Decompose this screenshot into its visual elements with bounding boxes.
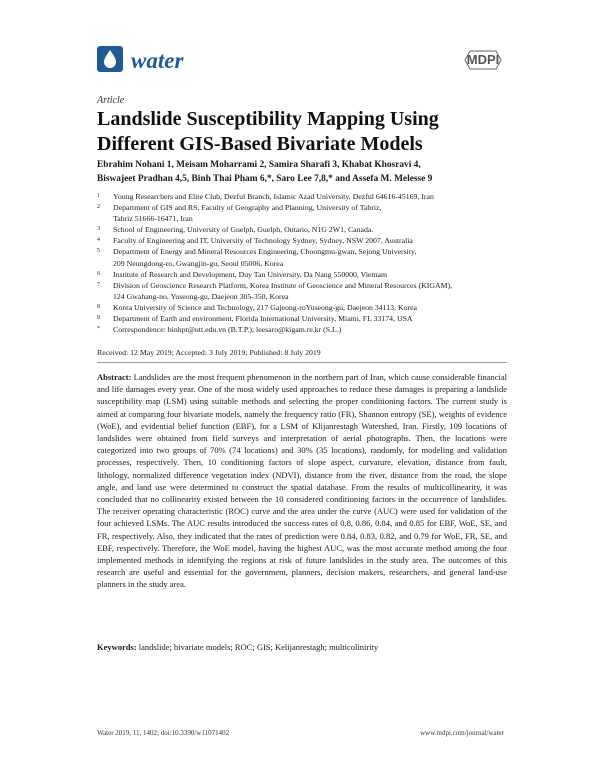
- affiliation-number: 8: [97, 303, 100, 310]
- publisher-name: MDPI: [466, 52, 500, 67]
- affiliation-number: 3: [97, 226, 100, 233]
- affiliation-item: [97, 202, 507, 224]
- affiliation-item: [97, 235, 507, 246]
- affiliation-number: 5: [97, 248, 100, 255]
- affiliation-item: [97, 302, 507, 313]
- affiliation-text: Young Researchers and Elite Club, Dezful Branch, Islamic Azad University, Dezful 64616-45169, Iran: [113, 192, 434, 201]
- journal-url[interactable]: www.mdpi.com/journal/water: [420, 729, 504, 737]
- affiliation-number: 2: [97, 204, 100, 211]
- mdpi-logo[interactable]: [462, 50, 504, 70]
- affiliation-text: 209 Neungdong-ro, Gwangjin-gu, Seoul 05006, Korea: [113, 258, 284, 268]
- affiliation-item: [97, 313, 507, 324]
- affiliation-number: 1: [97, 193, 100, 199]
- affiliation-text: Tabriz 51666-16471, Iran: [113, 214, 193, 224]
- affiliation-text: Department of GIS and RS, Faculty of Geography and Planning, University of Tabriz,: [113, 203, 382, 213]
- keywords: [97, 642, 507, 652]
- affiliation-text: Institute of Research and Development, Duy Tan University, Da Nang 550000, Vietnam: [113, 269, 388, 279]
- journal-name[interactable]: water: [131, 48, 184, 73]
- affiliation-text: Korea University of Science and Technology, 217 Gajeong-roYuseong-gu, Daejeon 34113, Korea: [113, 302, 418, 312]
- keywords-label: Keywords:: [97, 642, 137, 652]
- correspondence-text[interactable]: Correspondence: binhpt@utt.edu.vn (B.T.P.); leesaro@kigam.re.kr (S.L.): [113, 325, 342, 335]
- affiliation-text: Faculty of Engineering and IT, University of Technology Sydney, Sydney, NSW 2007, Australia: [113, 236, 413, 246]
- journal-logo-icon: [97, 46, 123, 72]
- publication-dates: Received: 12 May 2019; Accepted: 3 July 2019; Published: 8 July 2019: [97, 348, 321, 357]
- abstract: [97, 371, 507, 591]
- author-line: Ebrahim Nohani 1, Meisam Moharrami 2, Samira Sharafi 3, Khabat Khosravi 4,: [97, 160, 421, 170]
- affiliation-text: School of Engineering, University of Guelph, Guelph, Ontario, N1G 2W1, Canada.: [113, 225, 374, 235]
- affiliation-text: Department of Energy and Mineral Resources Engineering, Choongmu-gwan, Sejong University,: [113, 247, 417, 257]
- keywords-text: landslide; bivariate models; ROC; GIS; Kelijanrestagh; multicolinirity: [138, 642, 379, 652]
- author-list: [97, 158, 507, 186]
- affiliation-number: *: [97, 326, 100, 333]
- article-type: Article: [97, 95, 125, 106]
- paper-title: Landslide Susceptibility Mapping Using Different GIS-Based Bivariate Models: [97, 108, 439, 155]
- affiliation-item: [97, 280, 507, 302]
- citation-footer: Water 2019, 11, 1402; doi:10.3390/w11071402: [97, 729, 230, 737]
- affiliation-item: [97, 269, 507, 280]
- affiliation-number: 9: [97, 315, 100, 322]
- correspondence[interactable]: [97, 324, 507, 335]
- abstract-label: Abstract:: [97, 372, 132, 382]
- affiliation-text: 124 Gwahang-no, Yuseong-gu, Daejeon 305-350, Korea: [113, 291, 289, 301]
- affiliation-item: [97, 224, 507, 235]
- affiliation-list: [97, 191, 507, 335]
- affiliation-number: 7: [97, 281, 100, 288]
- affiliation-text: Department of Earth and environment, Florida International University, Miami, FL 33174, USA: [113, 314, 413, 324]
- affiliation-number: 4: [97, 237, 100, 244]
- author-line: Biswajeet Pradhan 4,5, Binh Thai Pham 6,*, Saro Lee 7,8,* and Assefa M. Melesse 9: [97, 174, 433, 184]
- affiliation-number: 6: [97, 270, 100, 277]
- affiliation-item: [97, 246, 507, 268]
- abstract-text: Landslides are the most frequent phenomenon in the northern part of Iran, which cause considerable financial and life damages every year. One of the most widely used approaches to reduce these damages is preparing a landslide susceptibility map (LSM) using suitable methods and selecting the proper conditioning factors. The current study is aimed at comparing four bivariate models, namely the frequency ratio (FR), Shannon entropy (SE), weights of evidence (WoE), and evidential belief function (EBF), for a LSM of Klijanrestagh Watershed, Iran. Firstly, 109 locations of landslides were obtained from field surveys and interpretation of aerial photographs. Then, the locations were categorized into two groups of 70% (74 locations) and 30% (35 locations), randomly, for modeling and validation processes, respectively. Then, 10 conditioning factors of slope aspect, curvature, elevation, distance from fault, lithology, normalized difference vegetation index (NDVI), distance from the river, distance from the road, the slope angle, and land use were determined to construct the spatial database. From the results of multicollinearity, it was concluded that no collinearity existed between the 10 considered conditioning factors in the occurrence of landslides. The receiver operating characteristic (ROC) curve and the area under the curve (AUC) were used for validation of the four achieved LSMs. The AUC results introduced the success rates of 0.8, 0.86, 0.84, and 0.85 for EBF, WoE, SE, and FR, respectively. Also, they indicated that the rates of prediction were 0.84, 0.83, 0.82, and 0.79 for WoE, FR, SE, and EBF, respectively. Therefore, the WoE model, having the highest AUC, was the most accurate method among the four implemented methods in identifying the regions at risk of future landslides in the study area. The outcomes of this research are useful and essential for the government, planners, decision makers, researchers, and general land-use planners in the study area.: [97, 372, 507, 590]
- affiliation-item: [97, 191, 507, 202]
- affiliation-text: Division of Geoscience Research Platform, Korea Institute of Geoscience and Mineral Resources (KIGAM),: [113, 280, 453, 290]
- divider: [97, 362, 507, 363]
